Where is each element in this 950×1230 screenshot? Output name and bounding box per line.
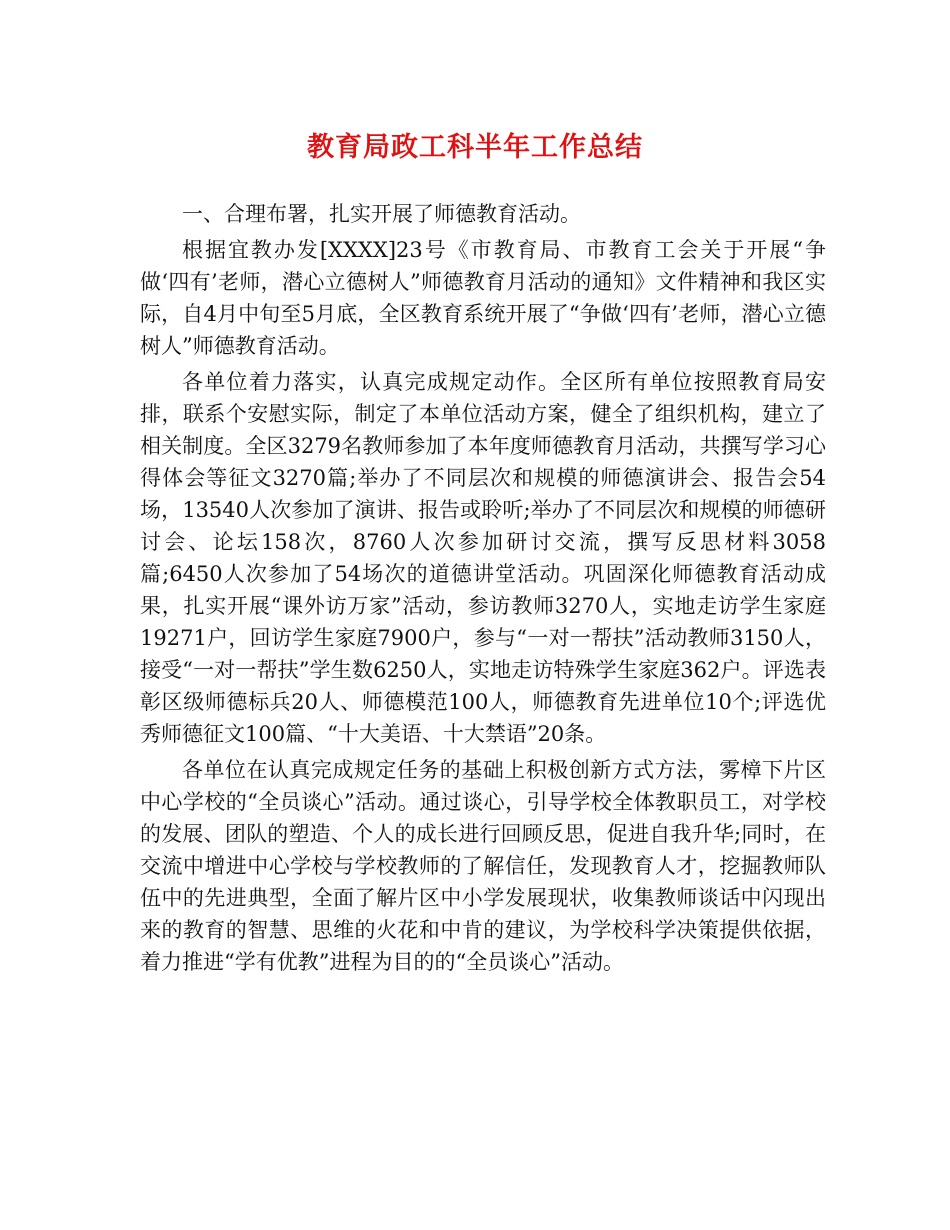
paragraph-background: 根据宜教办发[XXXX]23号《市教育局、市教育工会关于开展“争做‘四有’老师，潜心立德树人”师德教育月活动的通知》文件精神和我区实际，自4月中旬至5月底，全区教育系统开展了“争做‘四有’老师，潜心立德树人”师德教育活动。 — [140, 238, 826, 358]
paragraph-section-heading: 一、合理布署，扎实开展了师德教育活动。 — [182, 202, 581, 226]
paragraph-implementation: 各单位着力落实，认真完成规定动作。全区所有单位按照教育局安排，联系个安慰实际，制定了本单位活动方案，健全了组织机构，建立了相关制度。全区3279名教师参加了本年度师德教育月活动，共撰写学习心得体会等征文3270篇;举办了不同层次和规模的师德演讲会、报告会54场，13540人次参加了演讲、报告或聆听;举办了不同层次和规模的师德研讨会、论坛158次，8760人次参加研讨交流，撰写反思材料3058篇;6450人次参加了54场次的道德讲堂活动。巩固深化师德教育活动成果，扎实开展“课外访万家”活动，参访教师3270人，实地走访学生家庭19271户，回访学生家庭7900户，参与“一对一帮扶”活动教师3150人，接受“一对一帮扶”学生数6250人，实地走访特殊学生家庭362户。评选表彰区级师德标兵20人、师德模范100人，师德教育先进单位10个;评选优秀师德征文100篇、“十大美语、十大禁语”20条。 — [140, 370, 826, 746]
document-body — [140, 198, 826, 982]
paragraph-innovation: 各单位在认真完成规定任务的基础上积极创新方式方法，雾樟下片区中心学校的“全员谈心”活动。通过谈心，引导学校全体教职员工，对学校的发展、团队的塑造、个人的成长进行回顾反思，促进自我升华;同时，在交流中增进中心学校与学校教师的了解信任，发现教育人才，挖掘教师队伍中的先进典型，全面了解片区中小学发展现状，收集教师谈话中闪现出来的教育的智慧、思维的火花和中肯的建议，为学校科学决策提供依据，着力推进“学有优教”进程为目的的“全员谈心”活动。 — [140, 758, 826, 974]
document-title: 教育局政工科半年工作总结 — [307, 132, 643, 163]
